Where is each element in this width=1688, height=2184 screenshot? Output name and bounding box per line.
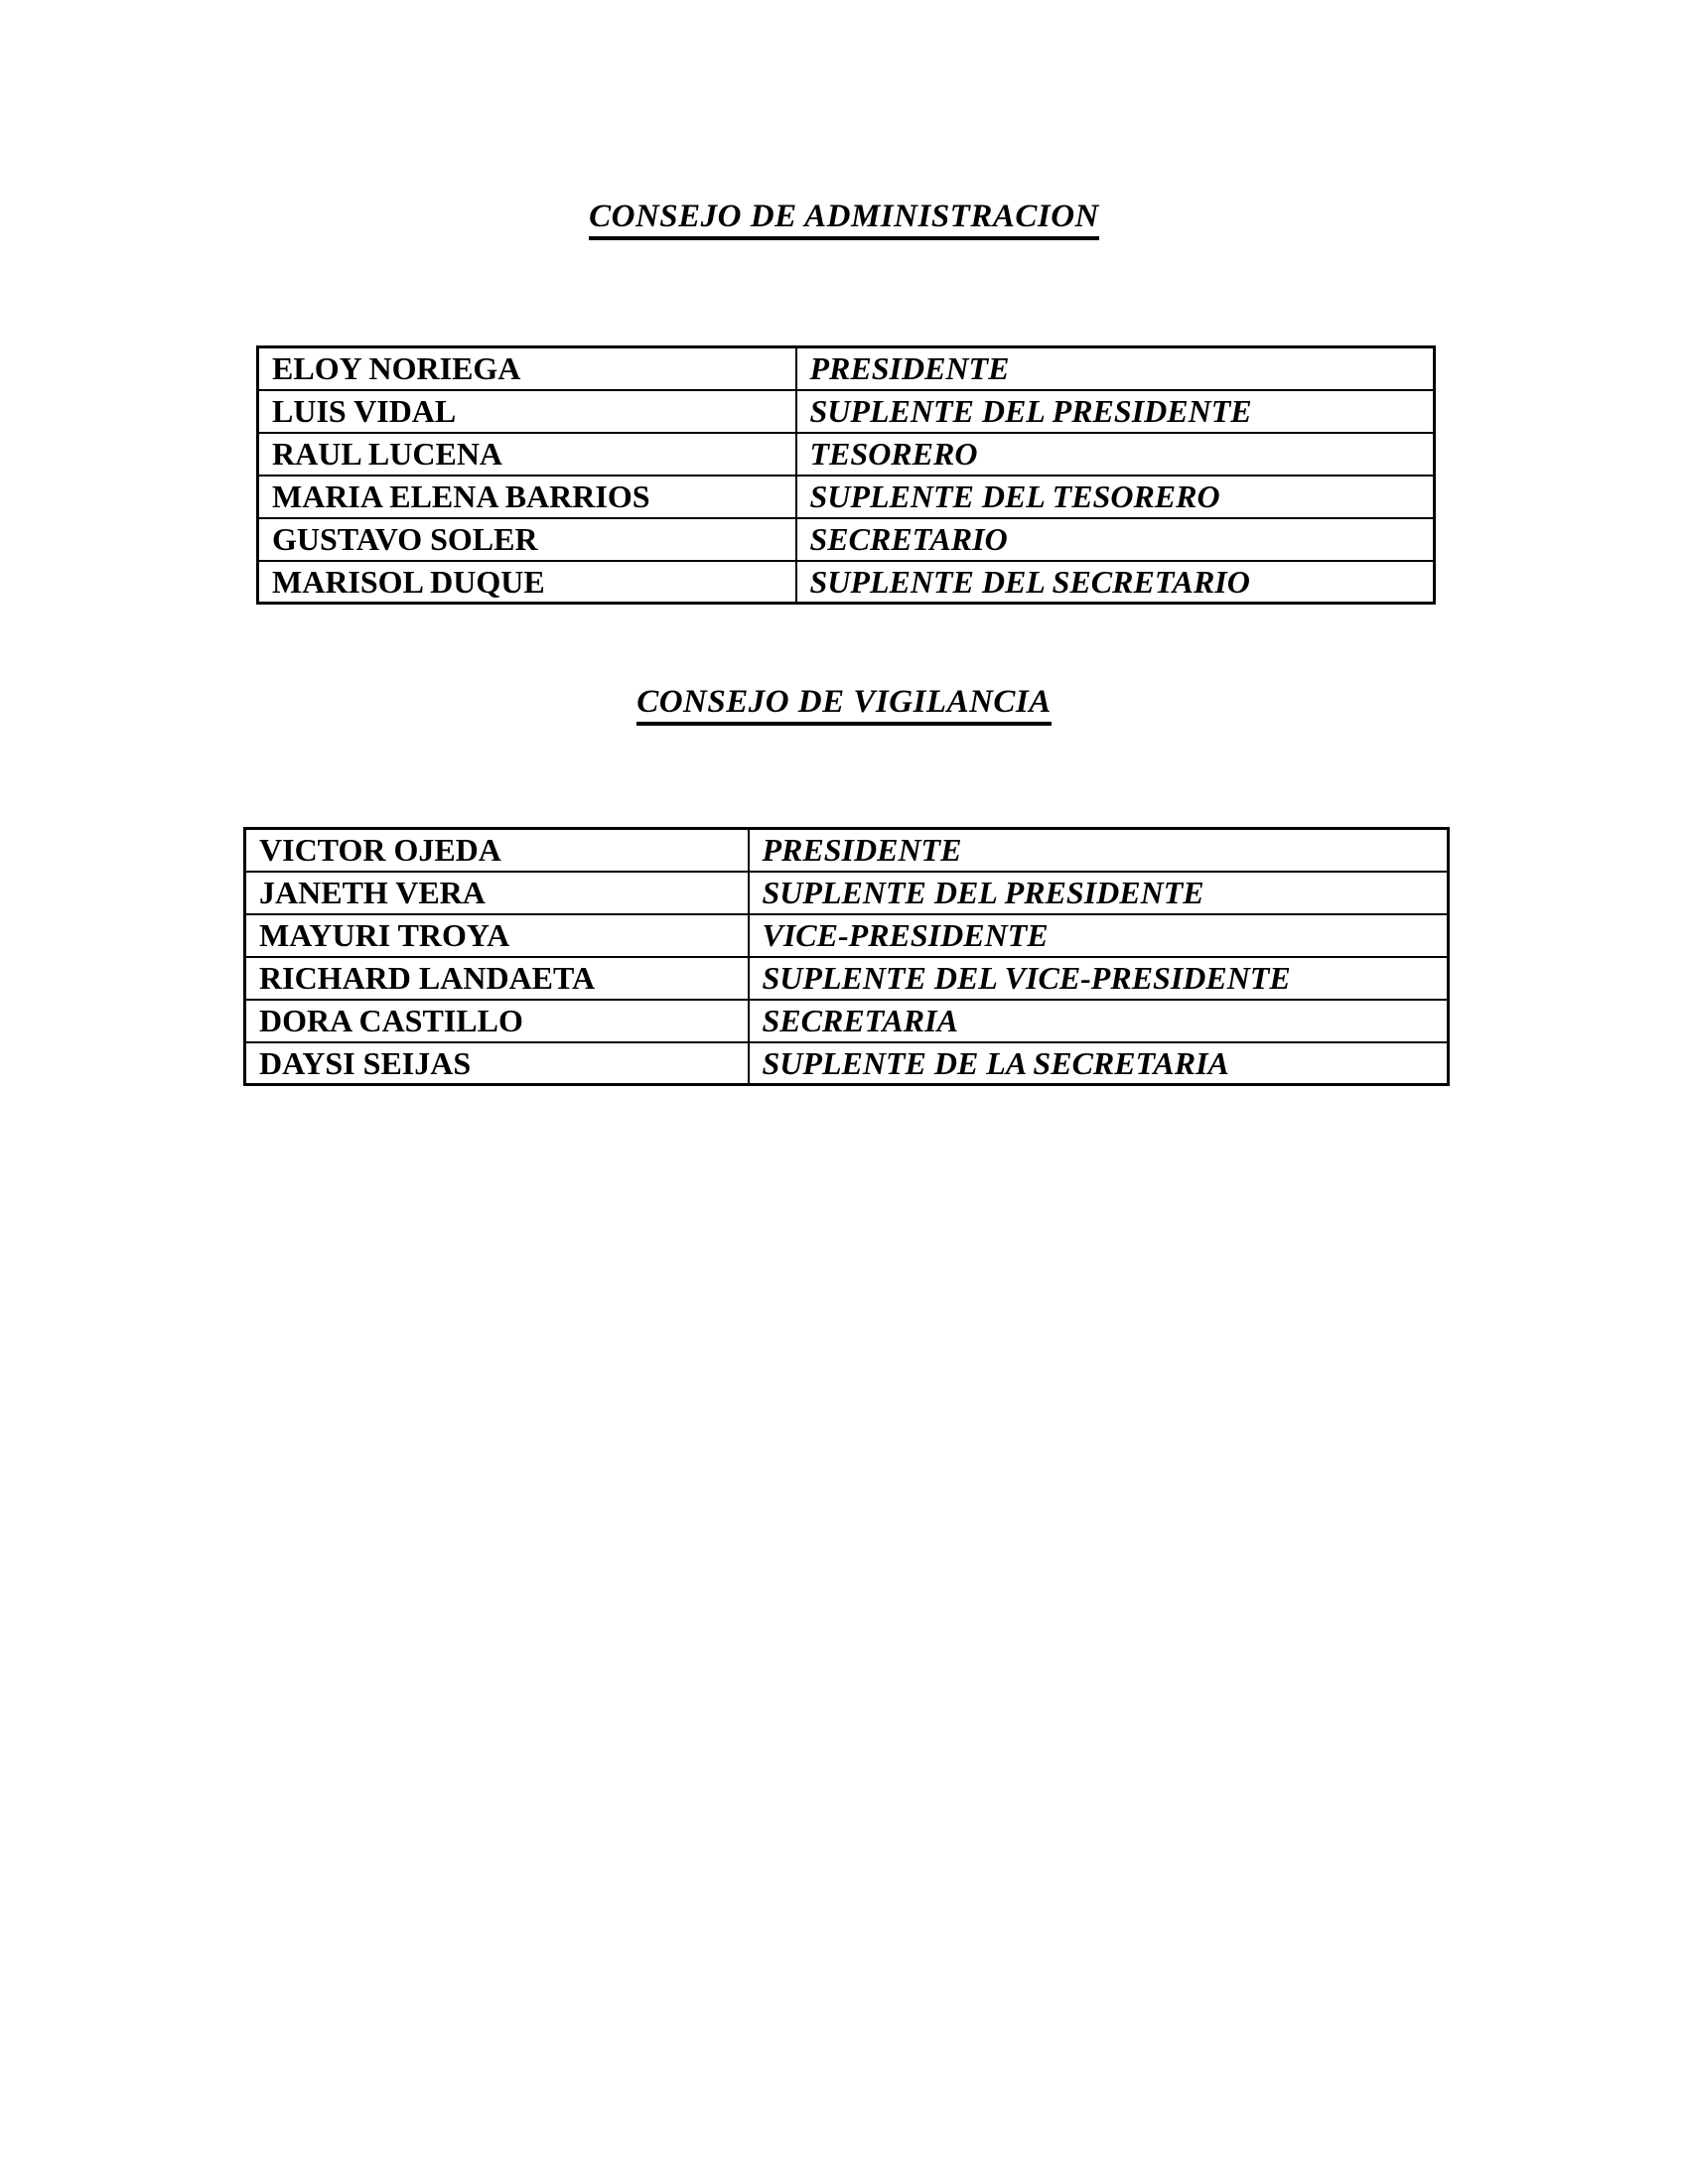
- table-row: [258, 347, 1435, 390]
- table-row: [245, 1042, 1449, 1085]
- council-administracion-table: [256, 345, 1436, 605]
- member-role-cell: SUPLENTE DE LA SECRETARIA: [749, 1042, 1449, 1085]
- member-role-cell: SUPLENTE DEL VICE-PRESIDENTE: [749, 957, 1449, 1000]
- table-row: [245, 1000, 1449, 1042]
- table-row: [258, 561, 1435, 604]
- member-name-cell: JANETH VERA: [245, 872, 749, 914]
- member-name-cell: ELOY NORIEGA: [258, 347, 796, 390]
- member-name-cell: GUSTAVO SOLER: [258, 518, 796, 561]
- member-role-cell: PRESIDENTE: [796, 347, 1435, 390]
- member-name-cell: RICHARD LANDAETA: [245, 957, 749, 1000]
- table-row: [245, 957, 1449, 1000]
- table-row: [258, 390, 1435, 433]
- section-title-vigilancia: [0, 684, 1688, 726]
- member-name-cell: RAUL LUCENA: [258, 433, 796, 476]
- council-vigilancia-table: [243, 827, 1450, 1086]
- member-role-cell: SUPLENTE DEL PRESIDENTE: [796, 390, 1435, 433]
- section-title-text: CONSEJO DE VIGILANCIA: [636, 684, 1052, 726]
- member-name-cell: DAYSI SEIJAS: [245, 1042, 749, 1085]
- table-row: [245, 914, 1449, 957]
- member-role-cell: SUPLENTE DEL PRESIDENTE: [749, 872, 1449, 914]
- member-role-cell: SUPLENTE DEL TESORERO: [796, 476, 1435, 518]
- section-title-text: CONSEJO DE ADMINISTRACION: [589, 199, 1099, 240]
- section-title-administracion: [0, 199, 1688, 240]
- member-name-cell: MAYURI TROYA: [245, 914, 749, 957]
- member-role-cell: PRESIDENTE: [749, 829, 1449, 872]
- member-name-cell: MARISOL DUQUE: [258, 561, 796, 604]
- table-row: [245, 872, 1449, 914]
- table-row: [258, 518, 1435, 561]
- member-role-cell: VICE-PRESIDENTE: [749, 914, 1449, 957]
- member-role-cell: TESORERO: [796, 433, 1435, 476]
- member-name-cell: DORA CASTILLO: [245, 1000, 749, 1042]
- member-role-cell: SECRETARIA: [749, 1000, 1449, 1042]
- member-role-cell: SUPLENTE DEL SECRETARIO: [796, 561, 1435, 604]
- table-row: [258, 476, 1435, 518]
- member-name-cell: MARIA ELENA BARRIOS: [258, 476, 796, 518]
- member-name-cell: VICTOR OJEDA: [245, 829, 749, 872]
- table-row: [258, 433, 1435, 476]
- table-row: [245, 829, 1449, 872]
- member-role-cell: SECRETARIO: [796, 518, 1435, 561]
- member-name-cell: LUIS VIDAL: [258, 390, 796, 433]
